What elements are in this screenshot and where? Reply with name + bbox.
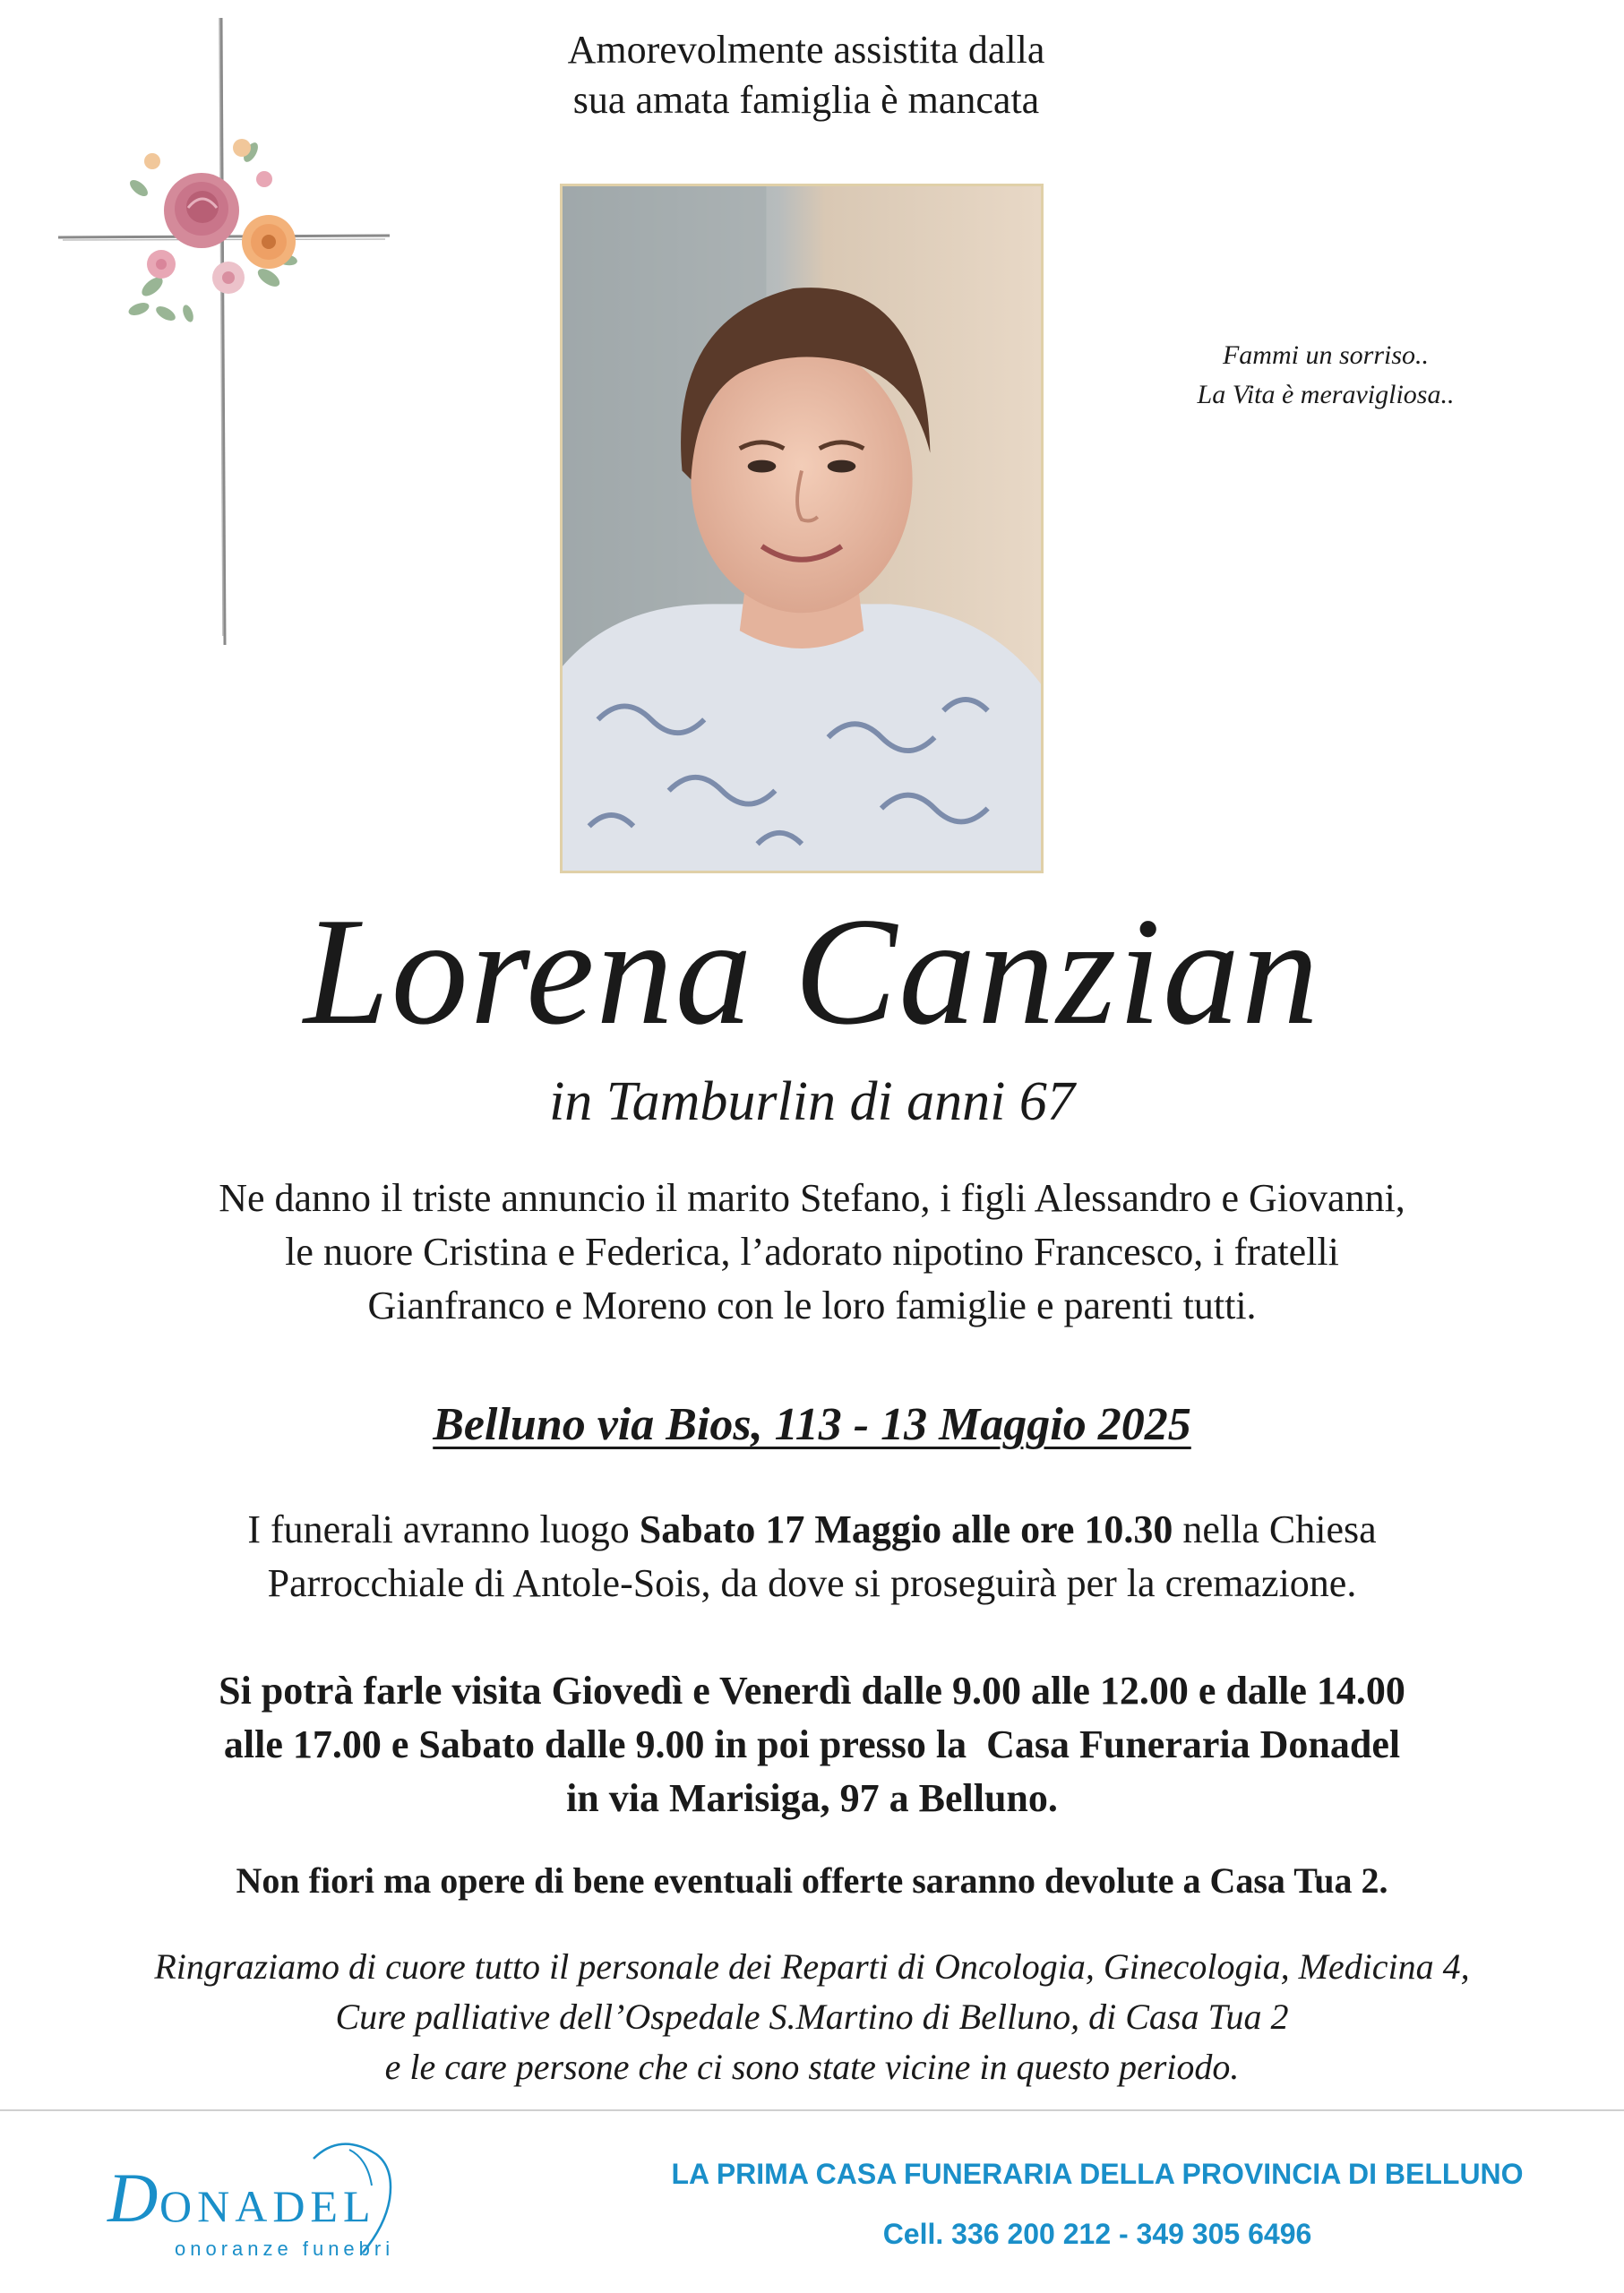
thanks-text (36, 1942, 1588, 2092)
intro-text (430, 25, 1182, 125)
announcement-line-3: Gianfranco e Moreno con le loro famiglie e parenti tutti. (367, 1284, 1257, 1327)
motto-text (1102, 336, 1550, 415)
footer-tagline: LA PRIMA CASA FUNERARIA DELLA PROVINCIA DI BELLUNO (671, 2158, 1524, 2190)
thanks-line-1: Ringraziamo di cuore tutto il personale dei Reparti di Oncologia, Ginecologia, Medicina 4, (154, 1946, 1470, 1987)
funeral-line-1 (90, 1503, 1534, 1557)
announcement-line-1: Ne danno il triste annuncio il marito Stefano, i figli Alessandro e Giovanni, (219, 1176, 1405, 1220)
funeral-info (90, 1503, 1534, 1610)
visits-info (90, 1664, 1534, 1825)
funeral-pre: I funerali avranno luogo (247, 1507, 640, 1551)
deceased-subtitle: in Tamburlin di anni 67 (549, 1071, 1075, 1132)
cross-with-flowers-icon (54, 18, 394, 645)
announcement-text (90, 1172, 1534, 1333)
svg-text:D: D (107, 2159, 159, 2237)
donadel-logo-icon (90, 2132, 466, 2275)
thanks-line-2: Cure palliative dell’Ospedale S.Martino di Belluno, di Casa Tua 2 (335, 1997, 1289, 2037)
place-date (0, 1394, 1624, 1456)
intro-line-2: sua amata famiglia è mancata (572, 78, 1040, 122)
intro-line-1: Amorevolmente assistita dalla (567, 28, 1045, 72)
svg-text:onoranze funebri: onoranze funebri (175, 2237, 395, 2260)
funeral-datetime: Sabato 17 Maggio alle ore 10.30 (639, 1507, 1173, 1551)
deceased-name: Lorena Canzian (304, 887, 1320, 1057)
thanks-line-3: e le care persone che ci sono state vicine in questo periodo. (384, 2047, 1240, 2087)
portrait-photo (560, 184, 1044, 873)
motto-line-2: La Vita è meravigliosa.. (1197, 380, 1455, 409)
announcement-line-2: le nuore Cristina e Federica, l’adorato nipotino Francesco, i fratelli (285, 1230, 1339, 1274)
svg-text:ONADEL: ONADEL (159, 2181, 376, 2231)
flowers-note: Non fiori ma opere di bene eventuali offerte saranno devolute a Casa Tua 2. (236, 1860, 1388, 1901)
motto-line-1: Fammi un sorriso.. (1222, 340, 1430, 370)
funeral-post: nella Chiesa (1173, 1507, 1377, 1551)
visits-line-3: in via Marisiga, 97 a Belluno. (566, 1776, 1058, 1820)
place-date-text: Belluno via Bios, 113 - 13 Maggio 2025 (433, 1399, 1191, 1450)
footer-phone[interactable]: Cell. 336 200 212 - 349 305 6496 (882, 2218, 1312, 2250)
funeral-line-2: Parrocchiale di Antole-Sois, da dove si proseguirà per la cremazione. (267, 1561, 1357, 1605)
footer-divider (0, 2109, 1624, 2111)
visits-line-2: alle 17.00 e Sabato dalle 9.00 in poi presso la Casa Funeraria Donadel (223, 1722, 1401, 1766)
visits-line-1: Si potrà farle visita Giovedì e Venerdì dalle 9.00 alle 12.00 e dalle 14.00 (219, 1669, 1405, 1713)
